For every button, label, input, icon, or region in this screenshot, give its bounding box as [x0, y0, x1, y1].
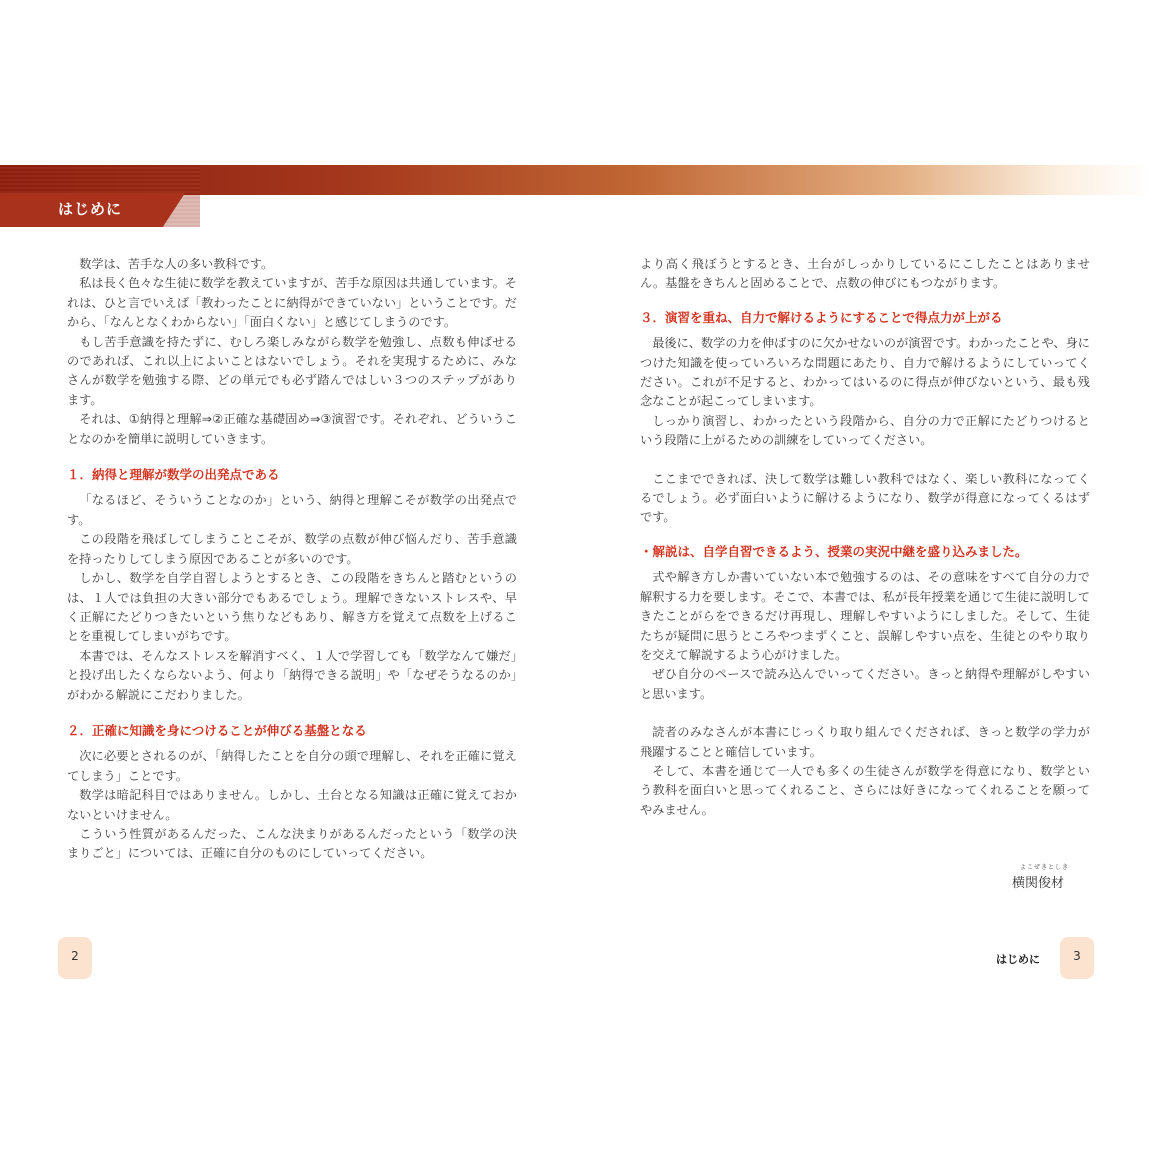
spacer: [640, 704, 1090, 723]
paragraph: それは、①納得と理解⇒②正確な基礎固め⇒③演習です。それぞれ、どういうことなのかを簡単に説明していきます。: [67, 412, 517, 446]
paragraph: 式や解き方しか書いていない本で勉強するのは、その意味をすべて自分の力で解釈する力を要します。そこで、本書では、私が長年授業を通じて生徒に説明してきたことがらをできるだけ再現し、理解しやすいようにしました。そして、生徒たちが疑問に思うところやつまずくこと、誤解しやすい点を、生徒とのやり取りを交えて解説するよう心がけました。: [640, 570, 1090, 662]
author-signature: 横関俊材: [1012, 876, 1065, 891]
paragraph: 読者のみなさんが本書にじっくり取り組んでくだされば、きっと数学の学力が飛躍することと確信しています。: [640, 725, 1090, 759]
section-heading: ２．正確に知識を身につけることが伸びる基盤となる: [67, 722, 367, 738]
author-ruby: よこぜきとしき: [1020, 864, 1070, 871]
paragraph: この段階を飛ばしてしまうことこそが、数学の点数が伸び悩んだり、苦手意識を持ったりしてしまう原因であることが多いのです。: [67, 532, 517, 566]
paragraph: 最後に、数学の力を伸ばすのに欠かせないのが演習です。わかったことや、身につけた知識を使っていろいろな問題にあたり、自力で解けるようにしていってください。これが不足すると、わかってはいるのに得点が伸びないという、最も残念なことが起こってしまいます。: [640, 336, 1090, 409]
paragraph: 数学は暗記科目ではありません。しかし、土台となる知識は正確に覚えておかないといけません。: [67, 788, 517, 822]
paragraph: 次に必要とされるのが、「納得したことを自分の頭で理解し、それを正確に覚えてしまう」ことです。: [67, 749, 517, 783]
spacer: [640, 451, 1090, 470]
running-footer-title: はじめに: [996, 953, 1040, 966]
paragraph: しかし、数学を自学自習しようとするとき、この段階をきちんと踏むというのは、１人では負担の大きい部分でもあるでしょう。理解できないストレスや、早く正解にたどりつきたいという焦りなどもあり、解き方を覚えて点数を上げることを重視してしまいがちです。: [67, 571, 517, 644]
paragraph: そして、本書を通じて一人でも多くの生徒さんが数学を得意になり、数学という教科を面白いと思ってくれること、さらには好きになってくれることを願ってやみません。: [640, 763, 1090, 817]
section-heading: １．納得と理解が数学の出発点である: [67, 467, 280, 483]
paragraph: 「なるほど、そういうことなのか」という、納得と理解こそが数学の出発点です。: [67, 493, 517, 527]
paragraph: 本書では、そんなストレスを解消すべく、１人で学習しても「数学なんて嫌だ」と投げ出したくならないよう、何より「納得できる説明」や「なぜそうなるのか」がわかる解説にこだわりました。: [67, 648, 517, 702]
section-heading: ・ 解説は、自学自習できるよう、授業の実況中継を盛り込みました。: [640, 542, 1090, 561]
page-number-left: 2: [58, 937, 92, 979]
paragraph: 私は長く色々な生徒に数学を教えていますが、苦手な原因は共通しています。それは、ひと言でいえば「教わったことに納得ができていない」ということです。だから、「なんとなくわからない」「面白くない」と感じてしまうのです。: [67, 276, 517, 330]
paragraph: 数学は、苦手な人の多い教科です。: [79, 257, 274, 271]
paragraph: より高く飛ぼうとするとき、土台がしっかりしているにこしたことはありません。基盤をきちんと固めることで、点数の伸びにもつながります。: [640, 257, 1090, 291]
paragraph: しっかり演習し、わかったという段階から、自分の力で正解にたどりつけるという段階に上がるための訓練をしていってください。: [640, 413, 1090, 448]
paragraph: こういう性質があるんだった、こんな決まりがあるんだったという「数学の決まりごと」については、正確に自分のものにしていってください。: [67, 826, 517, 861]
page-title: はじめに: [58, 200, 123, 218]
paragraph: ここまでできれば、決して数学は難しい教科ではなく、楽しい教科になってくるでしょう。必ず面白いように解けるようになり、数学が得意になってくるはずです。: [640, 471, 1090, 525]
page-number-right: 3: [1060, 937, 1094, 979]
right-column: [640, 255, 1090, 820]
section-heading: ３．演習を重ね、自力で解けるようにすることで得点力が上がる: [640, 309, 1003, 325]
paragraph: ぜひ自分のペースで読み込んでいってください。きっと納得や理解がしやすいと思います。: [640, 667, 1090, 701]
left-column: [67, 255, 517, 864]
paragraph: もし苦手意識を持たずに、むしろ楽しみながら数学を勉強し、点数も伸ばせるのであれば、これ以上によいことはないでしょう。それを実現するために、みなさんが数学を勉強する際、どの単元でも必ず踏んではしい３つのステップがあります。: [67, 334, 517, 407]
